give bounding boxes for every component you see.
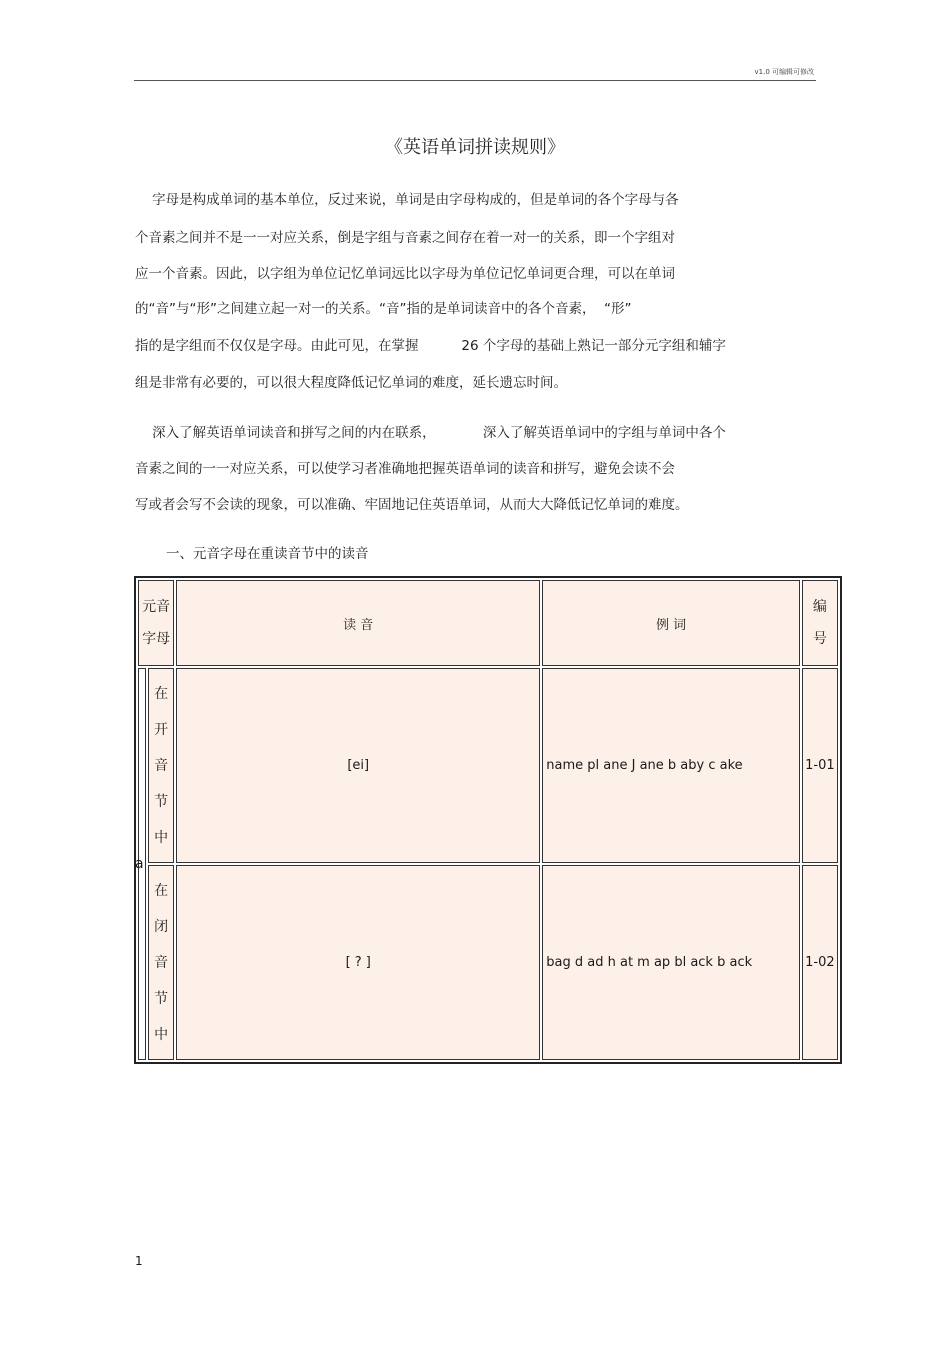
condition-closed-syllable xyxy=(148,865,174,1060)
pronunciation-table xyxy=(134,576,842,1064)
paragraph-1-line: 应一个音素。因此，以字组为单位记忆单词远比以字母为单位记忆单词更合理，可以在单词 xyxy=(135,266,675,282)
header-pronunciation: 读 音 xyxy=(176,580,540,666)
section-heading: 一、元音字母在重读音节中的读音 xyxy=(166,546,369,562)
paragraph-1-line: 组是非常有必要的，可以很大程度降低记忆单词的难度，延长遗忘时间。 xyxy=(135,375,567,391)
paragraph-1-line: 指的是字组而不仅仅是字母。由此可见，在掌握 26 个字母的基础上熟记一部分元字组和辅字 xyxy=(135,338,726,354)
condition-char: 在 xyxy=(154,685,169,702)
table-row xyxy=(138,668,838,863)
condition-open-syllable xyxy=(148,668,174,863)
condition-char: 开 xyxy=(154,721,169,738)
table-header-row xyxy=(138,580,838,666)
header-version-text: v1.0 可编辑可修改 xyxy=(754,68,814,76)
pronunciation-cell: [ei] xyxy=(176,668,540,863)
page-number: 1 xyxy=(135,1254,143,1268)
condition-char: 中 xyxy=(154,1026,169,1043)
condition-char: 音 xyxy=(154,757,169,774)
vowel-letter-cell xyxy=(135,668,146,1060)
condition-char: 节 xyxy=(154,990,169,1007)
header-examples: 例 词 xyxy=(542,580,799,666)
header-number-line1: 编 xyxy=(812,599,827,615)
vowel-letter: a xyxy=(135,856,144,872)
paragraph-2-line: 写或者会写不会读的现象，可以准确、牢固地记住英语单词，从而大大降低记忆单词的难度。 xyxy=(135,497,689,513)
header-vowel-letter-line1: 元音 xyxy=(142,599,171,615)
condition-char: 闭 xyxy=(154,918,169,935)
header-vowel-letter xyxy=(138,580,174,666)
pronunciation-cell: [ ? ] xyxy=(176,865,540,1060)
number-cell: 1-01 xyxy=(802,668,838,863)
document-title: 《英语单词拼读规则》 xyxy=(385,137,565,158)
header-number-line2: 号 xyxy=(812,631,827,647)
condition-char: 中 xyxy=(154,829,169,846)
paragraph-1-line: 的“音”与“形”之间建立起一对一的关系。“音”指的是单词读音中的各个音素， “形” xyxy=(135,301,632,317)
condition-char: 音 xyxy=(154,954,169,971)
condition-char: 节 xyxy=(154,793,169,810)
number-cell: 1-02 xyxy=(802,865,838,1060)
paragraph-2-line: 深入了解英语单词读音和拼写之间的内在联系， 深入了解英语单词中的字组与单词中各个 xyxy=(135,425,726,441)
examples-cell: name pl ane J ane b aby c ake xyxy=(542,668,799,863)
paragraph-1-line: 字母是构成单词的基本单位，反过来说，单词是由字母构成的，但是单词的各个字母与各 xyxy=(135,192,679,208)
paragraph-2-line: 音素之间的一一对应关系，可以使学习者准确地把握英语单词的读音和拼写，避免会读不会 xyxy=(135,461,675,477)
table-row xyxy=(138,865,838,1060)
paragraph-1-line: 个音素之间并不是一一对应关系，倒是字组与音素之间存在着一对一的关系，即一个字组对 xyxy=(135,230,675,246)
examples-cell: bag d ad h at m ap bl ack b ack xyxy=(542,865,799,1060)
condition-char: 在 xyxy=(154,882,169,899)
header-divider xyxy=(134,80,816,81)
header-number xyxy=(802,580,838,666)
header-vowel-letter-line2: 字母 xyxy=(142,631,171,647)
